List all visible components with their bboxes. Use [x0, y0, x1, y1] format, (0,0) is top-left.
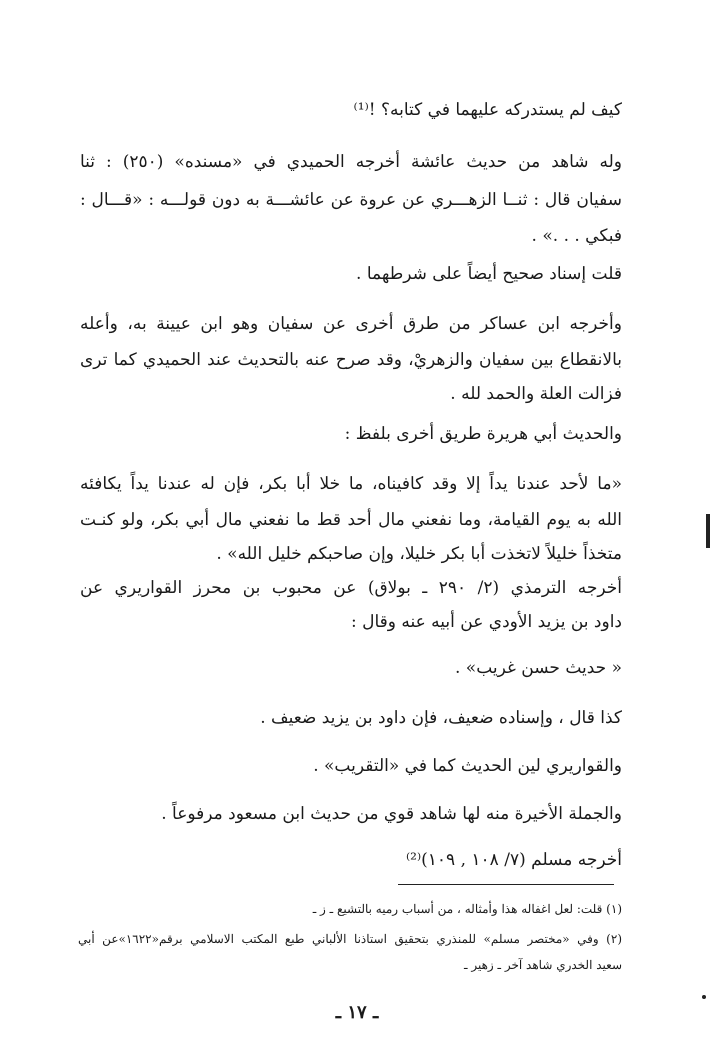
text-line-11: الله به يوم القيامة، وما نفعني مال أحد قط ما نفعني مال أبي بكر، ولو كنـت [80, 510, 622, 530]
text-line-16: كذا قال ، وإسناده ضعيف، فإن داود بن يزيد ضعيف . [260, 708, 622, 728]
text-line-3: سفيان قال : ثنــا الزهـــري عن عروة عن عائشـــة به دون قولـــه : «قـــال : [80, 190, 622, 210]
scan-edge-mark [706, 514, 710, 548]
text-line-19: أخرجه مسلم (٧/ ١٠٨ , ١٠٩)⁽²⁾ [405, 850, 622, 870]
text-line-4: فبكي . . .» . [531, 226, 622, 246]
footnote-2-continued: سعيد الخدري شاهد آخر ـ زهير ـ [464, 958, 622, 972]
page-number: ـ ١٧ ـ [335, 1002, 379, 1023]
text-line-14: داود بن يزيد الأودي عن أبيه عنه وقال : [350, 612, 622, 632]
text-line-12: متخذاً خليلاً لاتخذت أبا بكر خليلا، وإن صاحبكم خليل الله» . [216, 544, 622, 564]
footnote-separator [398, 884, 614, 885]
text-line-13: أخرجه الترمذي (٢/ ٢٩٠ ـ بولاق) عن محبوب بن محرز القواريري عن [80, 578, 622, 598]
text-line-9: والحديث أبي هريرة طريق أخرى بلفظ : [344, 424, 622, 444]
text-line-5: قلت إسناد صحيح أيضاً على شرطهما . [356, 264, 622, 284]
text-line-1: كيف لم يستدركه عليهما في كتابه؟ !⁽¹⁾ [353, 100, 622, 120]
text-line-8: فزالت العلة والحمد لله . [450, 384, 622, 404]
scan-dot [702, 995, 706, 999]
text-line-2: وله شاهد من حديث عائشة أخرجه الحميدي في «مسنده» (٢٥٠) : ثنا [80, 152, 622, 172]
text-line-10: «ما لأحد عندنا يداً إلا وقد كافيناه، ما خلا أبا بكر، فإن له عندنا يداً يكافئه [80, 474, 622, 494]
footnote-2: (٢) وفي «مختصر مسلم» للمنذري بتحقيق استاذنا الألباني طبع المكتب الاسلامي برقم«١٦٢٢»عن أبي [78, 932, 622, 946]
text-line-6: وأخرجه ابن عساكر من طرق أخرى عن سفيان وهو ابن عيينة به، وأعله [80, 314, 622, 334]
text-line-7: بالانقطاع بين سفيان والزهريْ، وقد صرح عنه بالتحديث عند الحميدي كما ترى [80, 350, 622, 370]
text-line-18: والجملة الأخيرة منه لها شاهد قوي من حديث ابن مسعود مرفوعاً . [161, 804, 622, 824]
text-line-17: والقواريري لين الحديث كما في «التقريب» . [313, 756, 622, 776]
footnote-1: (١) قلت: لعل اغفاله هذا وأمثاله ، من أسباب رميه بالتشيع ـ ز ـ [312, 902, 622, 916]
text-line-15: « حديث حسن غريب» . [455, 658, 622, 678]
